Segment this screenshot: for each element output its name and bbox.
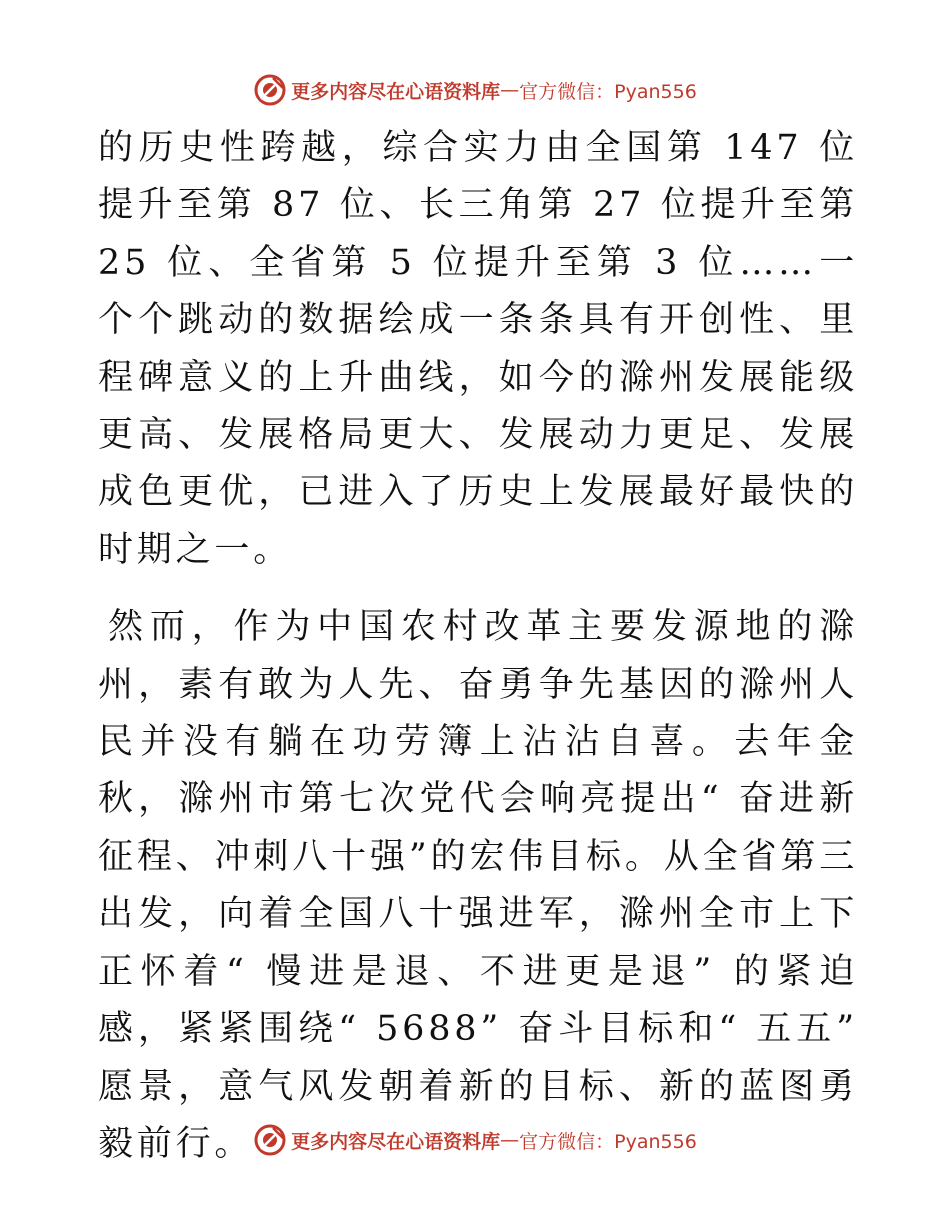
watermark-separator: — [500,1129,520,1151]
watermark-separator: — [500,79,520,101]
paragraph-2: 然而，作为中国农村改革主要发源地的滁州，素有敢为人先、奋勇争先基因的滁州人民并没有躺在功劳簿上沾沾自喜。去年金秋，滁州市第七次党代会响亮提出“ 奋进新征程、冲刺八十强”的宏伟目标。从全省第三出发，向着全国八十强进军，滁州全市上下正怀着“ 慢进是退、不进更是退” 的紧迫感，紧紧围绕“ 5688” 奋斗目标和“ 五五” 愿景，意气风发朝着新的目标、新的蓝图勇毅前行。 [98,607,858,1164]
header-watermark [0,70,950,110]
document-body [98,120,858,1173]
paragraph-1: 的历史性跨越，综合实力由全国第 147 位提升至第 87 位、长三角第 27 位提升至第 25 位、全省第 5 位提升至第 3 位……一个个跳动的数据绘成一条条具有开创性、里程碑意义的上升曲线，如今的滁州发展能级更高、发展格局更大、发展动力更足、发展成色更优，已进入了历史上发展最好最快的时期之一。 [98,128,858,570]
watermark-wechat: 官方微信：Pyan556 [519,1130,697,1153]
watermark-text: 更多内容尽在心语资料库 [291,1130,501,1153]
watermark-wechat: 官方微信：Pyan556 [519,80,697,103]
seal-logo-icon [253,73,287,107]
seal-logo-icon [253,1123,287,1157]
footer-watermark [0,1120,950,1160]
watermark-text: 更多内容尽在心语资料库 [291,80,501,103]
